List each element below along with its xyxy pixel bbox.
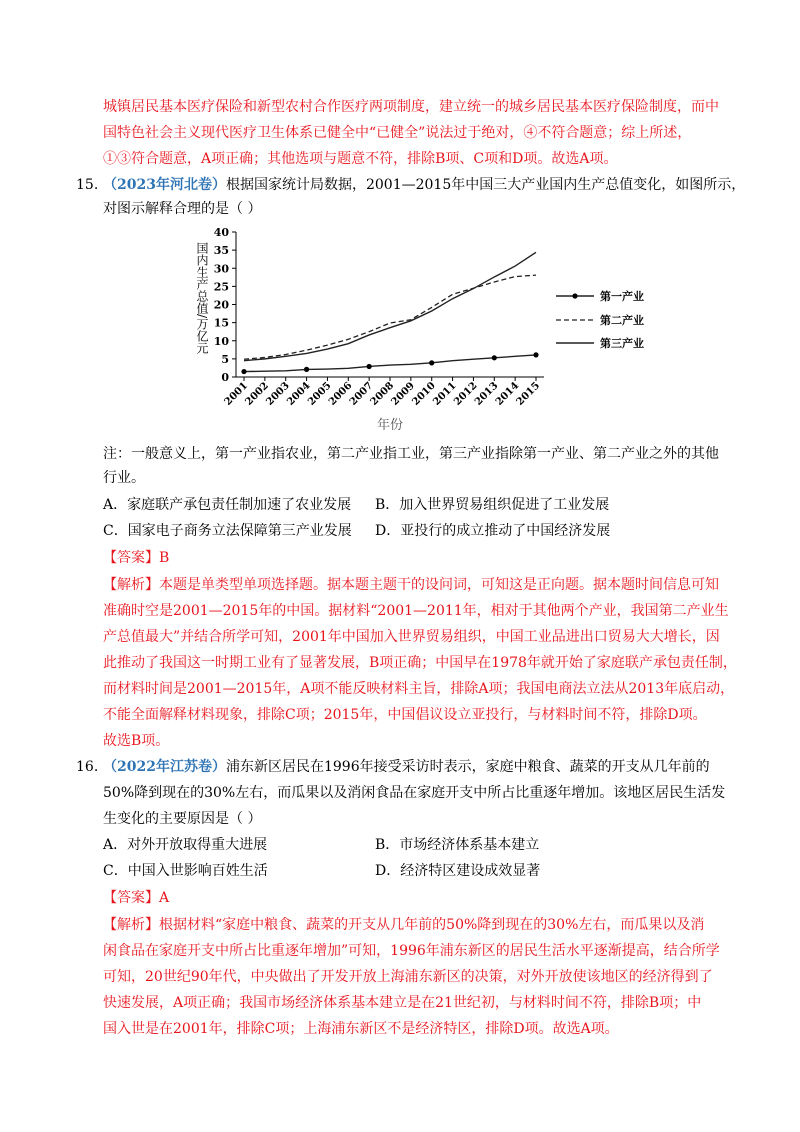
x-tick-label: 2010 — [410, 380, 438, 408]
x-tick-label: 2006 — [326, 380, 355, 408]
x-tick-label: 2008 — [368, 380, 397, 408]
data-point — [304, 367, 309, 372]
y-tick-label: 0 — [221, 371, 229, 384]
x-tick-label: 2004 — [285, 380, 313, 408]
y-tick-label: 5 — [221, 352, 229, 366]
x-tick-label: 2005 — [306, 380, 334, 408]
option-c: C．中国入世影响百姓生活 — [103, 863, 268, 879]
data-point — [492, 355, 497, 360]
y-tick-label: 35 — [213, 244, 229, 258]
analysis-line: 【解析】本题是单类型单项选择题。据本题主题干的设问词，可知这是正向题。据本题时间信息可知 — [103, 577, 719, 593]
option-b: B．市场经济体系基本建立 — [375, 837, 540, 853]
question-stem — [103, 757, 710, 777]
y-axis-label: 国内生产总值/万亿元 — [195, 242, 209, 355]
question-stem-text: 对图示解释合理的是（ ） — [103, 201, 262, 217]
analysis-line: 故选B项。 — [103, 733, 170, 749]
analysis-line: 国入世是在2001年，排除C项；上海浦东新区不是经济特区，排除D项。故选A项。 — [103, 1021, 619, 1037]
answer-label: 【答案】A — [103, 890, 170, 906]
analysis-line: 不能全面解释材料现象，排除C项；2015年，中国倡议设立亚投行，与材料时间不符，排除D项。 — [103, 707, 707, 723]
y-tick-label: 15 — [213, 316, 229, 330]
option-b: B．加入世界贸易组织促进了工业发展 — [375, 497, 610, 513]
x-tick-label: 2015 — [514, 380, 543, 408]
x-tick-label: 2012 — [452, 380, 480, 408]
question-number: 15. — [76, 177, 99, 193]
legend-label-3: 第三产业 — [600, 337, 644, 350]
data-point — [367, 364, 372, 369]
legend-label-1: 第一产业 — [600, 290, 644, 303]
prev-analysis-line: 国特色社会主义现代医疗卫生体系已健全中“已健全”说法过于绝对，④不符合题意；综上所述， — [103, 125, 692, 141]
question-stem — [103, 175, 745, 195]
gdp-line-chart — [188, 224, 688, 436]
x-tick-label: 2014 — [493, 380, 522, 408]
prev-analysis-line: ①③符合题意，A项正确；其他选项与题意不符，排除B项、C项和D项。故选A项。 — [103, 151, 618, 167]
question-note: 注：一般意义上，第一产业指农业，第二产业指工业，第三产业指除第一产业、第二产业之外的其他 — [103, 446, 719, 462]
x-tick-label: 2003 — [264, 380, 292, 408]
x-tick-label: 2002 — [243, 380, 271, 408]
option-d: D．经济特区建设成效显著 — [375, 863, 541, 879]
y-tick-label: 25 — [213, 280, 229, 294]
legend-marker — [572, 293, 577, 298]
question-stem-text: 浦东新区居民在1996年接受采访时表示，家庭中粮食、蔬菜的开支从几年前的 — [225, 759, 710, 775]
x-axis-label: 年份 — [376, 418, 404, 433]
x-tick-label: 2007 — [347, 380, 376, 408]
option-a: A．家庭联产承包责任制加速了农业发展 — [103, 497, 352, 513]
data-point — [429, 360, 434, 365]
analysis-line: 【解析】根据材料“家庭中粮食、蔬菜的开支从几年前的50%降到现在的30%左右，而瓜果以及消 — [103, 917, 705, 933]
analysis-line: 可知，20世纪90年代，中央做出了开发开放上海浦东新区的决策，对外开放使该地区的经济得到了 — [103, 969, 713, 985]
analysis-line: 产总值最大”并结合所学可知，2001年中国加入世界贸易组织，中国工业品进出口贸易大大增长，因 — [103, 629, 720, 645]
option-c: C．国家电子商务立法保障第三产业发展 — [103, 523, 352, 539]
question-stem-text: 生变化的主要原因是（ ） — [103, 811, 262, 827]
analysis-line: 而材料时间是2001—2015年，A项不能反映材料主旨，排除A项；我国电商法立法从2013年底启动， — [103, 681, 735, 697]
analysis-line: 此推动了我国这一时期工业有了显著发展，B项正确；中国早在1978年就开始了家庭联产承包责任制， — [103, 655, 737, 671]
analysis-line: 快速发展，A项正确；我国市场经济体系基本建立是在21世纪初，与材料时间不符，排除B项；中 — [103, 995, 702, 1011]
x-tick-label: 2001 — [222, 380, 251, 408]
answer-label: 【答案】B — [103, 550, 170, 566]
question-stem-text: 根据国家统计局数据，2001—2015年中国三大产业国内生产总值变化，如图所示， — [225, 177, 746, 193]
question-note: 行业。 — [103, 470, 145, 486]
question-source: （2023年河北卷） — [103, 177, 226, 193]
question-stem-text: 50%降到现在的30%左右，而瓜果以及消闲食品在家庭开支中所占比重逐年增加。该地区居民生活发 — [103, 785, 726, 801]
question-source: （2022年江苏卷） — [103, 759, 226, 775]
legend-label-2: 第二产业 — [600, 314, 644, 327]
option-d: D．亚投行的成立推动了中国经济发展 — [375, 523, 611, 539]
y-tick-label: 40 — [213, 226, 229, 239]
series-line-3 — [244, 252, 536, 360]
option-a: A．对外开放取得重大进展 — [103, 837, 268, 853]
x-tick-label: 2011 — [431, 380, 459, 408]
analysis-line: 闲食品在家庭开支中所占比重逐年增加”可知，1996年浦东新区的居民生活水平逐渐提高，结合所学 — [103, 943, 720, 959]
y-tick-label: 10 — [213, 334, 229, 348]
chart-plot-area — [195, 226, 644, 433]
y-tick-label: 20 — [213, 298, 229, 312]
question-number: 16. — [76, 759, 99, 775]
y-tick-label: 30 — [213, 262, 229, 276]
data-point — [533, 352, 538, 357]
series-line-2 — [244, 275, 536, 359]
analysis-line: 准确时空是2001—2015年的中国。据材料“2001—2011年，相对于其他两个产业，我国第二产业生 — [103, 603, 729, 619]
data-point — [241, 369, 246, 374]
x-tick-label: 2009 — [389, 380, 417, 408]
prev-analysis-line: 城镇居民基本医疗保险和新型农村合作医疗两项制度，建立统一的城乡居民基本医疗保险制度，而中 — [103, 99, 719, 115]
x-tick-label: 2013 — [472, 380, 501, 408]
